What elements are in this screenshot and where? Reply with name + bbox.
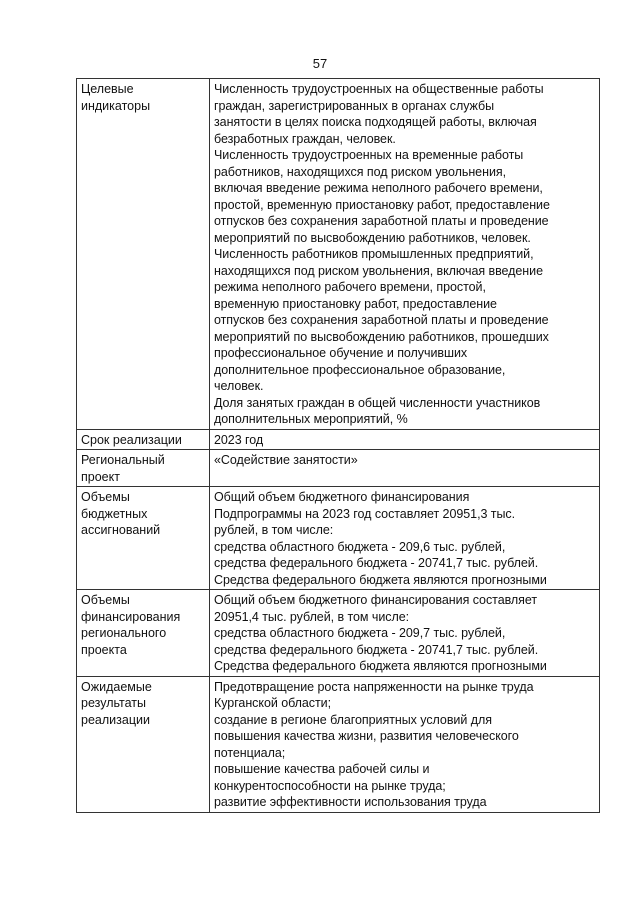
table-body bbox=[77, 79, 600, 813]
content-line: 20951,4 тыс. рублей, в том числе: bbox=[214, 609, 410, 624]
content-line: Предотвращение роста напряженности на рынке труда bbox=[214, 679, 534, 694]
row-content-project-funding bbox=[210, 590, 600, 677]
label-line: Объемы bbox=[81, 490, 130, 504]
row-label-implementation-period bbox=[77, 429, 210, 450]
row-label-budget-allocations bbox=[77, 487, 210, 590]
label-line: ассигнований bbox=[81, 523, 161, 537]
row-label-expected-results bbox=[77, 676, 210, 812]
label-line: финансирования bbox=[81, 609, 181, 624]
row-content-implementation-period bbox=[210, 429, 600, 450]
content-line: создание в регионе благоприятных условий для bbox=[214, 712, 492, 727]
content-line: средства областного бюджета - 209,7 тыс. рублей, bbox=[214, 626, 506, 640]
content-line: средства федерального бюджета - 20741,7 тыс. рублей. bbox=[214, 642, 539, 657]
table-row bbox=[77, 676, 600, 812]
content-line: средства федерального бюджета - 20741,7 тыс. рублей. bbox=[214, 556, 539, 570]
content-line: временную приостановку работ, предоставление bbox=[214, 296, 497, 311]
content-line: отпусков без сохранения заработной платы и проведение bbox=[214, 214, 549, 228]
row-content-regional-project bbox=[210, 450, 600, 487]
content-line: потенциала; bbox=[214, 745, 286, 760]
content-line: дополнительное профессиональное образование, bbox=[214, 362, 506, 377]
content-line: рублей, в том числе: bbox=[214, 523, 334, 537]
row-content-expected-results bbox=[210, 676, 600, 812]
content-line: Курганской области; bbox=[214, 696, 332, 710]
content-line: развитие эффективности использования труда bbox=[214, 795, 487, 809]
row-label-project-funding bbox=[77, 590, 210, 677]
label-line: результаты bbox=[81, 696, 146, 710]
content-line: Общий объем бюджетного финансирования составляет bbox=[214, 593, 538, 607]
content-line: занятости в целях поиска подходящей работы, включая bbox=[214, 115, 537, 129]
content-line: граждан, зарегистрированных в органах службы bbox=[214, 98, 495, 113]
table-row bbox=[77, 450, 600, 487]
row-content-budget-allocations bbox=[210, 487, 600, 590]
table-row bbox=[77, 429, 600, 450]
content-line: Средства федерального бюджета являются прогнозными bbox=[214, 572, 547, 587]
content-line: повышения качества жизни, развития человеческого bbox=[214, 729, 519, 743]
label-line: Региональный bbox=[81, 453, 165, 467]
label-line: Срок реализации bbox=[81, 432, 182, 447]
program-passport-table bbox=[76, 78, 600, 813]
row-content-target-indicators bbox=[210, 79, 600, 430]
label-line: бюджетных bbox=[81, 506, 148, 521]
content-line: Численность работников промышленных предприятий, bbox=[214, 247, 534, 261]
content-line: Численность трудоустроенных на общественные работы bbox=[214, 82, 544, 96]
page-number: 57 bbox=[312, 56, 328, 71]
content-line: Подпрограммы на 2023 год составляет 20951,3 тыс. bbox=[214, 506, 516, 521]
content-line: средства областного бюджета - 209,6 тыс. рублей, bbox=[214, 539, 506, 554]
label-line: индикаторы bbox=[81, 98, 151, 113]
content-line: режима неполного рабочего времени, простой, bbox=[214, 280, 486, 294]
content-line: конкурентоспособности на рынке труда; bbox=[214, 778, 446, 793]
content-line: мероприятий по высвобождению работников, человек. bbox=[214, 230, 531, 245]
content-line: находящихся под риском увольнения, включая введение bbox=[214, 263, 543, 278]
label-line: проекта bbox=[81, 642, 127, 657]
label-line: реализации bbox=[81, 712, 150, 727]
content-line: безработных граждан, человек. bbox=[214, 131, 396, 146]
label-line: проект bbox=[81, 469, 120, 484]
label-line: Объемы bbox=[81, 593, 130, 607]
content-line: включая введение режима неполного рабочего времени, bbox=[214, 181, 543, 195]
label-line: регионального bbox=[81, 626, 167, 640]
content-line: простой, временную приостановку работ, предоставление bbox=[214, 197, 550, 212]
content-line: отпусков без сохранения заработной платы и проведение bbox=[214, 313, 549, 327]
content-line: Общий объем бюджетного финансирования bbox=[214, 490, 470, 504]
label-line: Целевые bbox=[81, 82, 134, 96]
content-line: дополнительных мероприятий, % bbox=[214, 412, 408, 426]
content-line: Доля занятых граждан в общей численности участников bbox=[214, 395, 541, 410]
content-line: повышение качества рабочей силы и bbox=[214, 762, 430, 776]
table-row bbox=[77, 79, 600, 430]
table-row bbox=[77, 590, 600, 677]
content-line: Средства федерального бюджета являются прогнозными bbox=[214, 659, 547, 673]
label-line: Ожидаемые bbox=[81, 679, 152, 694]
content-line: работников, находящихся под риском увольнения, bbox=[214, 164, 507, 179]
content-line: человек. bbox=[214, 379, 264, 393]
content-line: «Содействие занятости» bbox=[214, 453, 358, 467]
row-label-target-indicators bbox=[77, 79, 210, 430]
content-line: профессиональное обучение и получивших bbox=[214, 346, 468, 360]
row-label-regional-project bbox=[77, 450, 210, 487]
table-row bbox=[77, 487, 600, 590]
content-line: мероприятий по высвобождению работников, прошедших bbox=[214, 329, 549, 344]
content-line: 2023 год bbox=[214, 432, 264, 447]
content-line: Численность трудоустроенных на временные работы bbox=[214, 148, 524, 162]
